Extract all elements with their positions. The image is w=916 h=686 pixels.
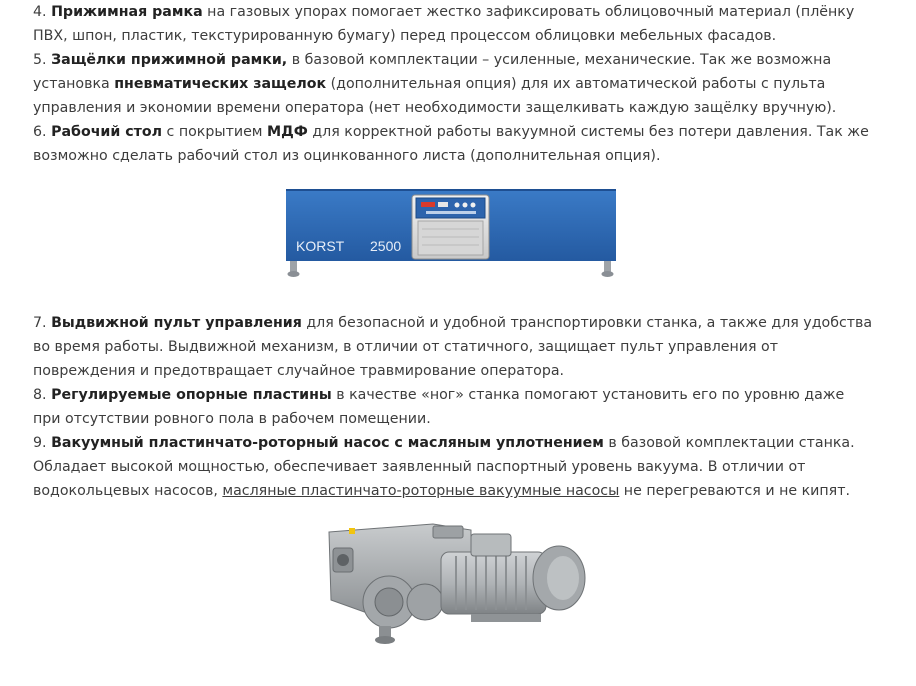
feature-item-9 [33,431,873,503]
fan-cover [547,556,579,600]
item-title: Прижимная рамка [51,4,203,20]
coupling-housing [407,584,443,620]
item-text: (дополнительная опция) для их автоматической работы с пульта управления и экономии времени оператора (нет необходимости защелкивать каждую защёлку вручную). [33,76,837,116]
item-title: Вакуумный пластинчато-роторный насос с масляным уплотнением [51,435,604,451]
oil-vane-pumps-link[interactable]: масляные пластинчато-роторные вакуумные насосы [222,483,620,499]
vacuum-pump-illustration [321,522,591,647]
port-opening [337,554,349,566]
item-text: для корректной работы вакуумной системы без потери давления. Так же возможно сделать рабочий стол из оцинкованного листа (дополнительная опция). [33,124,869,164]
spacer [33,281,873,311]
machine-image [286,189,616,281]
inlet-flange [433,526,463,538]
button-2 [463,203,468,208]
button-3 [471,203,476,208]
item-number: 5. [33,52,47,68]
machine-model-label: 2500 [370,238,402,254]
drain-base [375,636,395,644]
feature-item-4 [33,0,873,48]
item-number: 4. [33,4,47,20]
item-text: с покрытием [162,124,268,140]
item-text: не перегреваются и не кипят. [619,483,850,499]
item-text: на газовых упорах помогает жестко зафиксировать облицовочный материал (плёнку ПВХ, шпон, пластик, текстурированную бумагу) перед процессом облицовки мебельных фасадов. [33,4,855,44]
feature-item-7 [33,311,873,383]
item-title: Выдвижной пульт управления [51,315,302,331]
motor-base [471,614,541,622]
panel-label-strip [426,211,476,214]
item-number: 8. [33,387,47,403]
vacuum-press-machine-illustration [286,189,616,281]
item-number: 6. [33,124,47,140]
machine-brand-label: KORST [296,238,345,254]
item-title: Рабочий стол [51,124,163,140]
item-number: 7. [33,315,47,331]
item-text: в качестве «ног» станка помогают установить его по уровню даже при отсутствии ровного пола в рабочем помещении. [33,387,845,427]
pump-image [321,522,591,647]
indicator-white [438,202,448,207]
item-emphasis: пневматических защелок [114,76,327,92]
right-foot [602,271,614,277]
indicator-red [421,202,435,207]
item-text: для безопасной и удобной транспортировки станка, а также для удобства во время работы. Выдвижной механизм, в отличии от статичного, защищает пульт управления от повреждения и предотвращает случайное травмирование оператора. [33,315,873,379]
control-box-door [418,221,483,255]
terminal-box [471,534,511,556]
article-content [33,0,873,647]
item-text: в базовой комплектации – усиленные, механические. Так же возможна установка [33,52,832,92]
feature-item-6 [33,120,873,168]
left-foot [288,271,300,277]
item-title: Защёлки прижимной рамки, [51,52,288,68]
feature-item-8 [33,383,873,431]
button-1 [455,203,460,208]
item-emphasis: МДФ [267,124,308,140]
warning-label [349,528,355,534]
feature-item-5 [33,48,873,120]
control-display-panel [416,198,485,218]
filter-cap [375,588,403,616]
item-text: в базовой комплектации станка. Обладает высокой мощностью, обеспечивает заявленный паспортный уровень вакуума. В отличии от водокольцевых насосов, [33,435,855,499]
item-title: Регулируемые опорные пластины [51,387,332,403]
item-number: 9. [33,435,47,451]
